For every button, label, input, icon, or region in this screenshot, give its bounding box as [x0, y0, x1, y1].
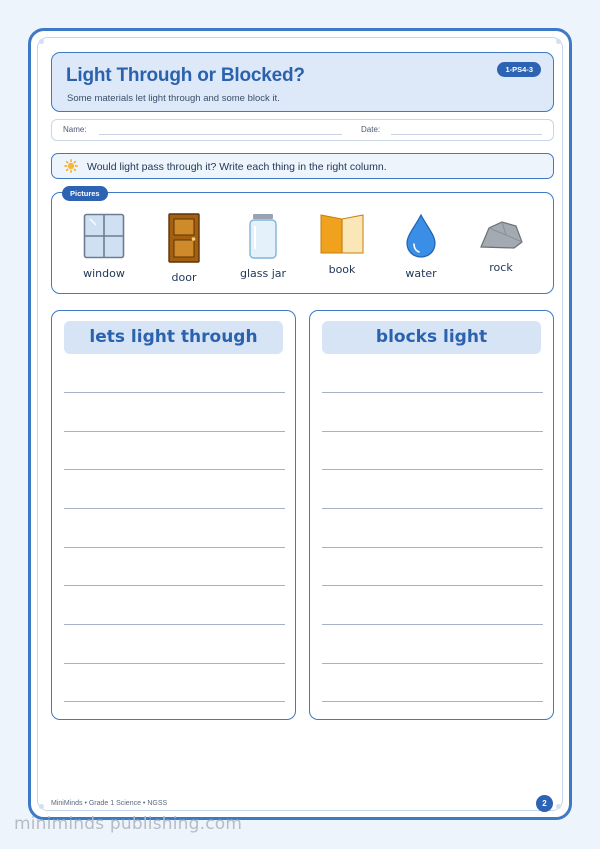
writing-line[interactable]	[64, 663, 285, 664]
writing-line[interactable]	[322, 701, 543, 702]
page-number-badge: 2	[536, 795, 553, 812]
corner-dot	[556, 39, 561, 44]
writing-line[interactable]	[64, 508, 285, 509]
name-date-bar	[51, 119, 554, 141]
picture-label: window	[83, 267, 125, 280]
worksheet-page	[28, 28, 572, 820]
sun-icon	[64, 159, 78, 178]
instruction-bar	[51, 153, 554, 179]
column-lets-light-through	[51, 310, 296, 720]
picture-item-window	[69, 213, 139, 280]
column-heading: blocks light	[322, 321, 541, 354]
door-icon	[167, 213, 201, 263]
footer-text: MiniMinds • Grade 1 Science • NGSS	[51, 800, 168, 807]
water-drop-icon	[404, 213, 438, 259]
standard-badge: 1-PS4-3	[497, 62, 541, 77]
writing-line[interactable]	[64, 431, 285, 432]
date-field[interactable]	[391, 134, 542, 135]
writing-line[interactable]	[322, 663, 543, 664]
column-blocks-light	[309, 310, 554, 720]
instruction-text: Would light pass through it? Write each thing in the right column.	[87, 161, 387, 173]
rock-icon	[478, 213, 524, 253]
picture-item-rock	[466, 213, 536, 274]
picture-item-glass-jar	[228, 213, 298, 280]
corner-dot	[39, 39, 44, 44]
pictures-panel	[51, 189, 554, 294]
name-label: Name:	[63, 125, 87, 134]
writing-line[interactable]	[322, 392, 543, 393]
picture-label: book	[328, 263, 356, 276]
page-title: Light Through or Blocked?	[66, 65, 305, 86]
writing-line[interactable]	[64, 469, 285, 470]
pictures-tag: Pictures	[62, 186, 108, 201]
corner-dot	[39, 804, 44, 809]
name-field[interactable]	[99, 134, 342, 135]
picture-label: glass jar	[239, 267, 287, 280]
writing-line[interactable]	[322, 547, 543, 548]
picture-label: rock	[489, 261, 513, 274]
writing-line[interactable]	[64, 547, 285, 548]
writing-line[interactable]	[64, 392, 285, 393]
column-heading: lets light through	[64, 321, 283, 354]
writing-line[interactable]	[64, 585, 285, 586]
writing-line[interactable]	[64, 701, 285, 702]
glass-jar-icon	[248, 213, 278, 259]
title-banner	[51, 52, 554, 112]
corner-dot	[556, 804, 561, 809]
window-icon	[83, 213, 125, 259]
picture-label: water	[405, 267, 437, 280]
writing-line[interactable]	[322, 508, 543, 509]
picture-item-book	[307, 213, 377, 276]
date-label: Date:	[361, 125, 381, 134]
writing-line[interactable]	[322, 624, 543, 625]
writing-line[interactable]	[322, 469, 543, 470]
page-subtitle: Some materials let light through and some block it.	[67, 93, 280, 104]
picture-label: door	[171, 271, 197, 284]
writing-line[interactable]	[64, 624, 285, 625]
watermark: miniminds publishing.com	[14, 814, 243, 834]
writing-line[interactable]	[322, 585, 543, 586]
writing-line[interactable]	[322, 431, 543, 432]
picture-item-water	[386, 213, 456, 280]
picture-item-door	[149, 213, 219, 284]
book-icon	[318, 213, 366, 255]
